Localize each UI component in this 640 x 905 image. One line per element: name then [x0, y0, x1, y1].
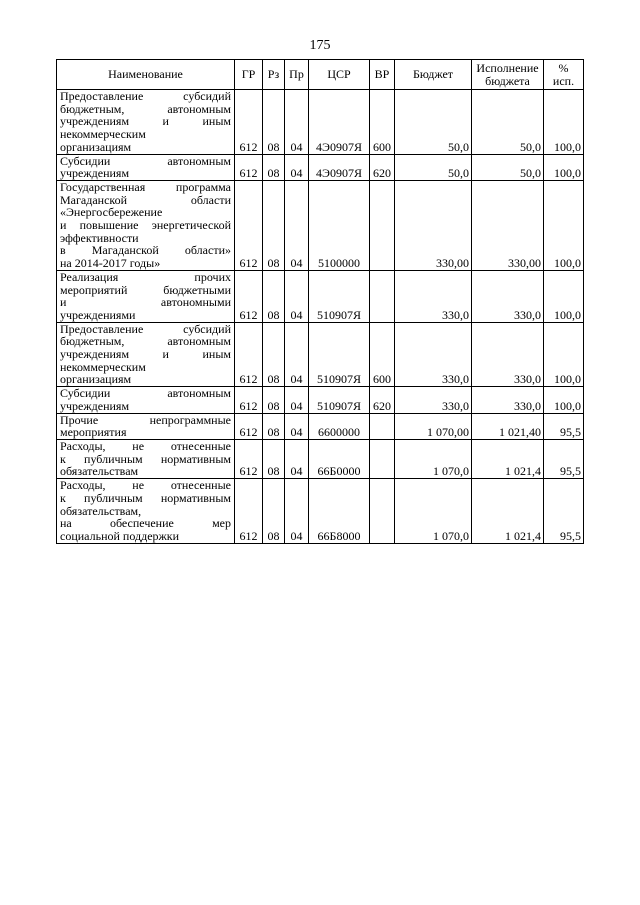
row-budget: 1 070,0	[395, 479, 472, 544]
row-name-line: организациям	[60, 139, 132, 154]
row-rz: 08	[263, 413, 285, 439]
row-pct: 95,5	[544, 413, 584, 439]
row-gr: 612	[235, 90, 263, 155]
row-vr: 600	[370, 322, 395, 387]
row-name-line: Предоставление субсидий	[60, 321, 231, 336]
row-name-line: обязательствам,	[60, 503, 142, 518]
row-rz: 08	[263, 180, 285, 270]
header-vr: ВР	[370, 60, 395, 90]
header-gr: ГР	[235, 60, 263, 90]
row-name	[57, 154, 235, 180]
row-name	[57, 413, 235, 439]
row-name-line: на 2014-2017 годы»	[60, 256, 161, 271]
row-budget: 50,0	[395, 154, 472, 180]
row-execution: 330,0	[472, 322, 544, 387]
row-rz: 08	[263, 439, 285, 478]
row-name-line: Прочие непрограммные	[60, 412, 231, 427]
row-pr: 04	[285, 180, 309, 270]
row-pr: 04	[285, 270, 309, 322]
row-pct: 100,0	[544, 270, 584, 322]
row-vr: 620	[370, 387, 395, 413]
row-name-line: бюджетным, автономным	[60, 334, 231, 349]
row-name	[57, 180, 235, 270]
row-name-line: учреждениями	[60, 307, 136, 322]
row-rz: 08	[263, 270, 285, 322]
row-pct: 95,5	[544, 439, 584, 478]
row-name-line: организациям	[60, 372, 132, 387]
row-pr: 04	[285, 90, 309, 155]
row-rz: 08	[263, 479, 285, 544]
row-pr: 04	[285, 413, 309, 439]
row-name-line: Магаданской области	[60, 192, 231, 207]
row-execution: 330,0	[472, 387, 544, 413]
row-csr: 4Э0907Я	[309, 154, 370, 180]
row-name-line: на обеспечение мер	[60, 516, 231, 531]
table-row	[57, 90, 584, 155]
budget-table	[56, 59, 584, 544]
row-name-line: мероприятия	[60, 425, 127, 440]
table-row	[57, 479, 584, 544]
row-name	[57, 387, 235, 413]
row-name-line: эффективности	[60, 230, 139, 245]
row-pct: 100,0	[544, 154, 584, 180]
row-pr: 04	[285, 154, 309, 180]
row-name-line: мероприятий бюджетными	[60, 282, 231, 297]
row-pr: 04	[285, 387, 309, 413]
table-row	[57, 413, 584, 439]
row-name-line: к публичным нормативным	[60, 451, 231, 466]
header-pr: Пр	[285, 60, 309, 90]
row-gr: 612	[235, 322, 263, 387]
row-rz: 08	[263, 322, 285, 387]
row-csr: 66Б0000	[309, 439, 370, 478]
row-csr: 4Э0907Я	[309, 90, 370, 155]
row-name-line: и автономными	[60, 295, 231, 310]
row-name	[57, 270, 235, 322]
row-vr	[370, 270, 395, 322]
row-pct: 95,5	[544, 479, 584, 544]
row-name-line: Расходы, не отнесенные	[60, 478, 231, 493]
row-vr	[370, 413, 395, 439]
row-execution: 1 021,4	[472, 479, 544, 544]
row-rz: 08	[263, 154, 285, 180]
table-row	[57, 270, 584, 322]
row-csr: 510907Я	[309, 270, 370, 322]
row-execution: 330,0	[472, 270, 544, 322]
table-row	[57, 439, 584, 478]
row-pct: 100,0	[544, 387, 584, 413]
row-gr: 612	[235, 180, 263, 270]
row-gr: 612	[235, 387, 263, 413]
row-name	[57, 322, 235, 387]
row-pct: 100,0	[544, 90, 584, 155]
table-header-row	[57, 60, 584, 90]
row-pct: 100,0	[544, 180, 584, 270]
row-name-line: Реализация прочих	[60, 269, 231, 284]
header-execution	[472, 60, 544, 90]
row-gr: 612	[235, 270, 263, 322]
row-gr: 612	[235, 439, 263, 478]
page-number: 175	[309, 38, 331, 53]
table-row	[57, 387, 584, 413]
row-name-line: обязательствам	[60, 464, 139, 479]
table-row	[57, 154, 584, 180]
row-name	[57, 90, 235, 155]
row-pr: 04	[285, 439, 309, 478]
row-name-line: учреждениям	[60, 398, 130, 413]
row-csr: 5100000	[309, 180, 370, 270]
row-vr	[370, 439, 395, 478]
row-budget: 330,0	[395, 270, 472, 322]
row-name	[57, 479, 235, 544]
row-name-line: Субсидии автономным	[60, 386, 231, 401]
row-budget: 50,0	[395, 90, 472, 155]
row-name-line: учреждениям	[60, 166, 130, 181]
row-name-line: некоммерческим	[60, 359, 146, 374]
row-name-line: «Энергосбережение	[60, 205, 163, 220]
row-gr: 612	[235, 154, 263, 180]
row-rz: 08	[263, 387, 285, 413]
row-execution: 50,0	[472, 90, 544, 155]
row-name-line: к публичным нормативным	[60, 490, 231, 505]
row-name	[57, 439, 235, 478]
row-vr	[370, 479, 395, 544]
row-vr: 600	[370, 90, 395, 155]
row-name-line: Субсидии автономным	[60, 153, 231, 168]
row-budget: 330,0	[395, 322, 472, 387]
row-vr	[370, 180, 395, 270]
row-budget: 330,0	[395, 387, 472, 413]
row-budget: 1 070,0	[395, 439, 472, 478]
header-pct-line1: %	[558, 60, 569, 75]
header-rz: Рз	[263, 60, 285, 90]
row-gr: 612	[235, 413, 263, 439]
row-name-line: бюджетным, автономным	[60, 101, 231, 116]
row-name-line: социальной поддержки	[60, 528, 180, 543]
header-execution-line1: Исполнение	[476, 60, 539, 75]
row-csr: 66Б8000	[309, 479, 370, 544]
row-pr: 04	[285, 479, 309, 544]
header-budget: Бюджет	[395, 60, 472, 90]
table-row	[57, 180, 584, 270]
header-name: Наименование	[57, 60, 235, 90]
row-execution: 50,0	[472, 154, 544, 180]
header-pct-line2: исп.	[552, 73, 575, 88]
row-csr: 6600000	[309, 413, 370, 439]
header-execution-line2: бюджета	[485, 73, 530, 88]
table-row	[57, 322, 584, 387]
row-gr: 612	[235, 479, 263, 544]
row-name-line: и повышение энергетической	[60, 218, 231, 233]
row-name-line: Государственная программа	[60, 179, 231, 194]
row-pct: 100,0	[544, 322, 584, 387]
header-csr: ЦСР	[309, 60, 370, 90]
row-pr: 04	[285, 322, 309, 387]
row-csr: 510907Я	[309, 322, 370, 387]
header-pct	[544, 60, 584, 90]
row-rz: 08	[263, 90, 285, 155]
row-execution: 1 021,4	[472, 439, 544, 478]
table-body	[57, 90, 584, 544]
row-vr: 620	[370, 154, 395, 180]
row-csr: 510907Я	[309, 387, 370, 413]
row-name-line: учреждениям и иным	[60, 114, 231, 129]
row-execution: 330,00	[472, 180, 544, 270]
row-budget: 330,00	[395, 180, 472, 270]
row-budget: 1 070,00	[395, 413, 472, 439]
row-name-line: в Магаданской области»	[60, 243, 231, 258]
row-name-line: некоммерческим	[60, 127, 146, 142]
row-name-line: учреждениям и иным	[60, 347, 231, 362]
row-name-line: Расходы, не отнесенные	[60, 438, 231, 453]
row-execution: 1 021,40	[472, 413, 544, 439]
row-name-line: Предоставление субсидий	[60, 89, 231, 103]
